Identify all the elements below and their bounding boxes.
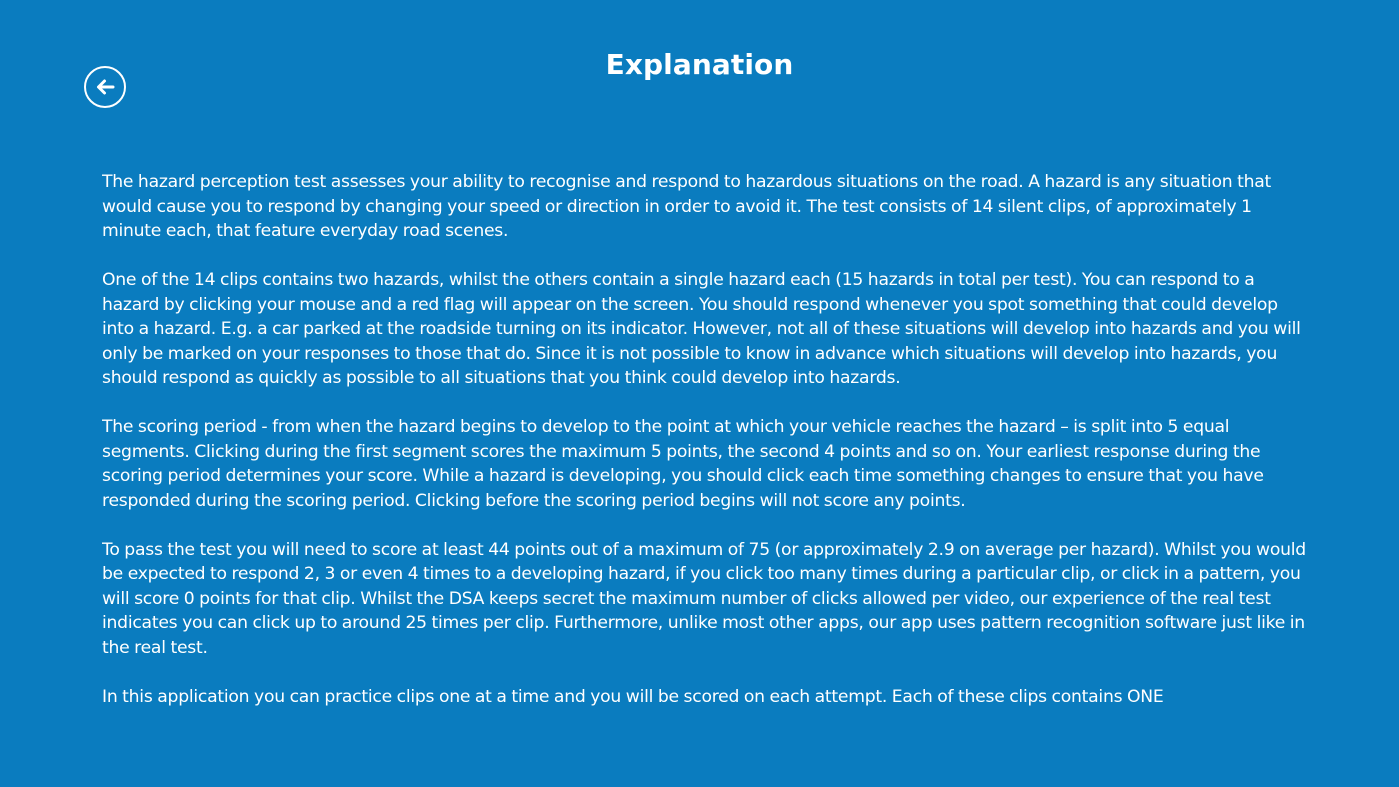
paragraph-practice: In this application you can practice clips one at a time and you will be scored on each attempt. Each of these clips contains ONE — [102, 686, 1164, 707]
paragraph-responding: One of the 14 clips contains two hazards, whilst the others contain a single hazard each (15 hazards in total per test). You can respond to a hazard by clicking your mouse and a red flag will appear on the screen. You should respond whenever you spot something that could develop into a hazard. E.g. a car parked at the roadside turning on its indicator. However, not all of these situations will develop into hazards and you will only be marked on your responses to those that do. Since it is not possible to know in advance which situations will develop into hazards, you should respond as quickly as possible to all situations that you think could develop into hazards. — [102, 270, 1301, 388]
explanation-text[interactable] — [102, 170, 1312, 753]
paragraph-intro: The hazard perception test assesses your ability to recognise and respond to hazardous situations on the road. A hazard is any situation that would cause you to respond by changing your speed or direction in order to avoid it. The test consists of 14 silent clips, of approximately 1 minute each, that feature everyday road scenes. — [102, 172, 1271, 241]
page-title: Explanation — [605, 48, 794, 81]
paragraph-pass-mark: To pass the test you will need to score at least 44 points out of a maximum of 75 (or approximately 2.9 on average per hazard). Whilst you would be expected to respond 2, 3 or even 4 times to a developing hazard, if you click too many times during a particular clip, or click in a pattern, you will score 0 points for that clip. Whilst the DSA keeps secret the maximum number of clicks allowed per video, our experience of the real test indicates you can click up to around 25 times per clip. Furthermore, unlike most other apps, our app uses pattern recognition software just like in the real test. — [102, 539, 1306, 658]
paragraph-scoring-period: The scoring period - from when the hazard begins to develop to the point at which your vehicle reaches the hazard – is split into 5 equal segments. Clicking during the first segment scores the maximum 5 points, the second 4 points and so on. Your earliest response during the scoring period determines your score. While a hazard is developing, you should click each time something changes to ensure that you have responded during the scoring period. Clicking before the scoring period begins will not score any points. — [102, 417, 1264, 511]
